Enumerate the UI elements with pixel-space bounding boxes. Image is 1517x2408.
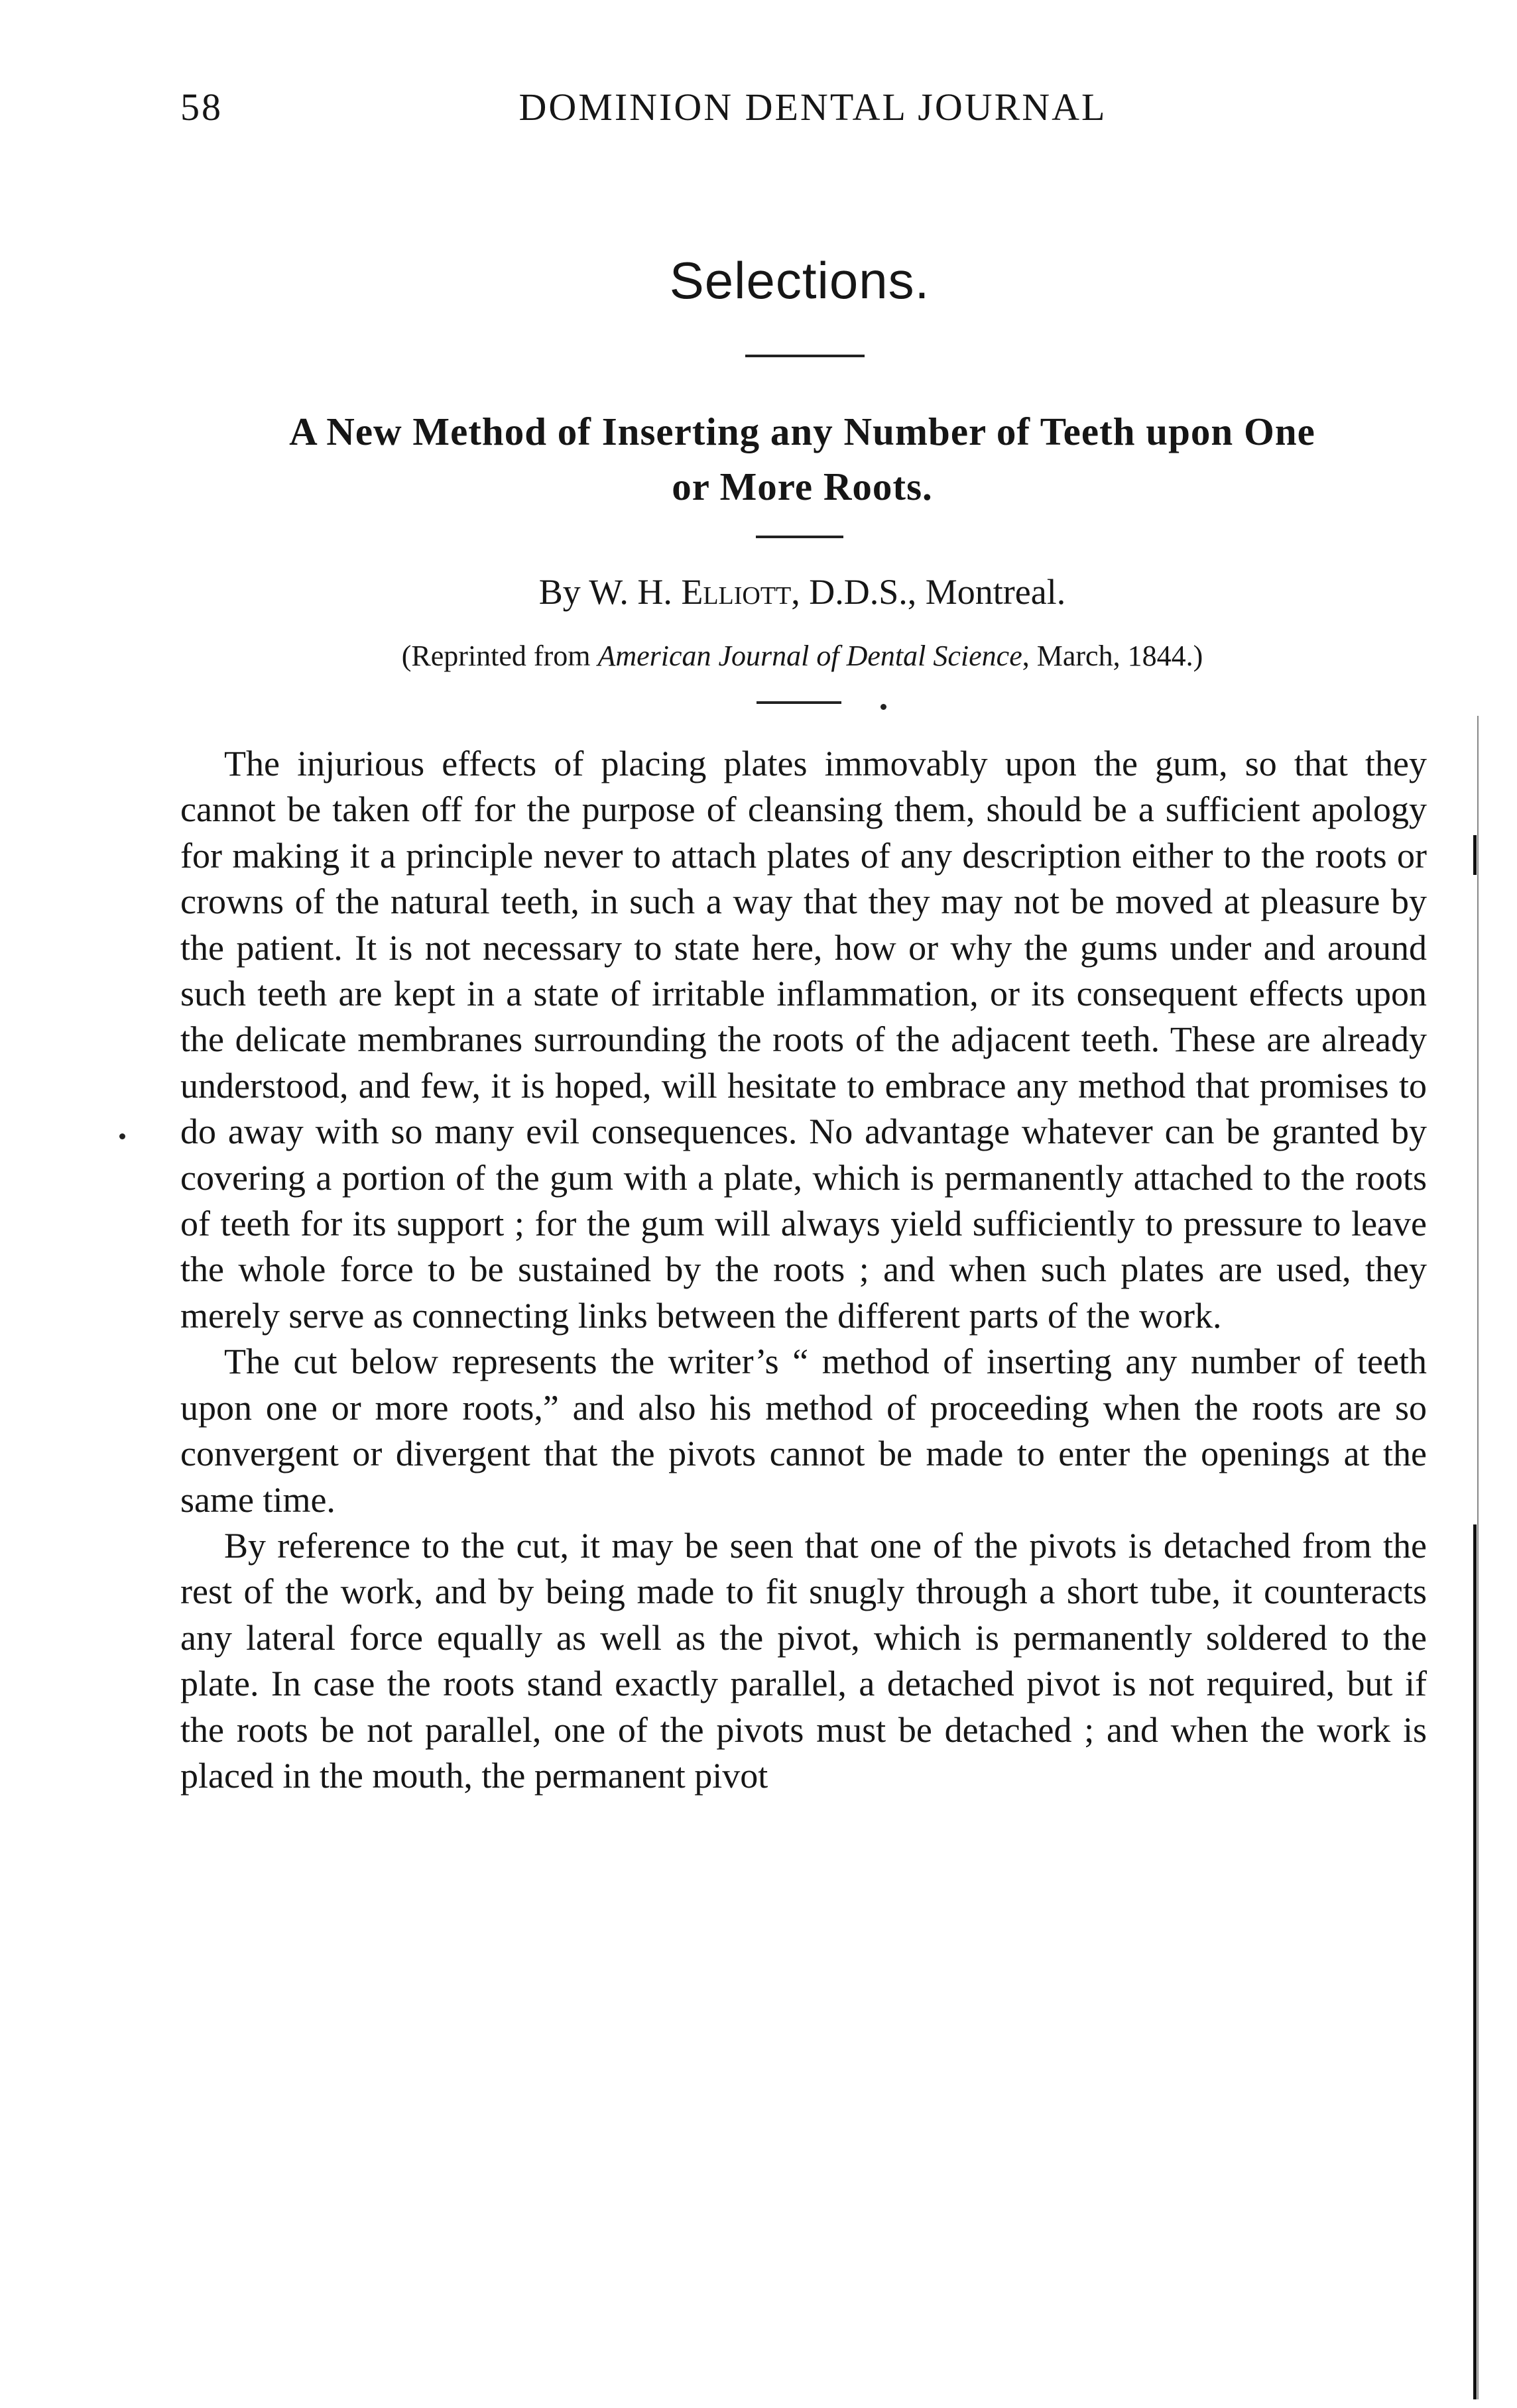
section-title: Selections. bbox=[669, 251, 930, 310]
section-divider bbox=[745, 355, 865, 357]
byline-suffix: , D.D.S., Montreal. bbox=[791, 572, 1066, 612]
title-divider bbox=[756, 536, 843, 538]
reprint-note bbox=[179, 639, 1426, 673]
byline-divider bbox=[757, 701, 841, 704]
page-number: 58 bbox=[180, 86, 223, 129]
reprint-source: American Journal of Dental Science bbox=[597, 640, 1022, 672]
scan-margin-line bbox=[1477, 716, 1479, 2399]
byline bbox=[179, 571, 1426, 612]
reprint-prefix: (Reprinted from bbox=[401, 640, 598, 672]
reprint-suffix: , March, 1844.) bbox=[1022, 640, 1203, 672]
journal-title: DOMINION DENTAL JOURNAL bbox=[518, 86, 1107, 129]
article-title bbox=[179, 404, 1426, 514]
running-head bbox=[180, 85, 1419, 138]
body-paragraph-2: The cut below represents the writer’s “ method of inserting any number of teeth upon one or more roots,” and also his method of proceeding when the roots are so convergent or divergent that the pivots cannot be made to enter the openings at the same time. bbox=[180, 1342, 1427, 1520]
body-paragraph-1: The injurious effects of placing plates immovably upon the gum, so that they cannot be taken off for the purpose of cleansing them, should be a sufficient apology for making it a principle never to attach plates of any description either to the roots or crowns of the natural teeth, in such a way that they may not be moved at pleasure by the patient. It is not necessary to state here, how or why the gums under and around such teeth are kept in a state of irritable inflammation, or its consequent effects upon the delicate membranes surrounding the roots of the adjacent teeth. These are already understood, and few, it is hoped, will hesitate to embrace any method that promises to do away with so many evil consequences. No advantage whatever can be granted by covering a portion of the gum with a plate, which is permanently attached to the roots of teeth for its support ; for the gum will always yield sufficiently to pressure to leave the whole force to be sustained by the roots ; and when such plates are used, they merely serve as connecting links between the different parts of the work. bbox=[180, 744, 1427, 1336]
article-body bbox=[180, 741, 1427, 1799]
stray-dot-mark bbox=[880, 704, 886, 710]
article-title-line-2: or More Roots. bbox=[672, 465, 933, 508]
margin-dot-mark bbox=[119, 1133, 125, 1139]
byline-author: Elliott bbox=[681, 572, 792, 612]
scan-margin-edge bbox=[1473, 1524, 1477, 2399]
article-title-line-1: A New Method of Inserting any Number of Teeth upon One bbox=[289, 410, 1315, 453]
byline-prefix: By W. H. bbox=[538, 572, 682, 612]
body-paragraph-3: By reference to the cut, it may be seen that one of the pivots is detached from the rest of the work, and by being made to fit snugly through a short tube, it counteracts any lateral force equally as well as the pivot, which is permanently soldered to the plate. In case the roots stand exactly parallel, a detached pivot is not required, but if the roots be not parallel, one of the pivots must be detached ; and when the work is placed in the mouth, the permanent pivot bbox=[180, 1525, 1427, 1796]
scan-margin-mark bbox=[1473, 835, 1477, 875]
